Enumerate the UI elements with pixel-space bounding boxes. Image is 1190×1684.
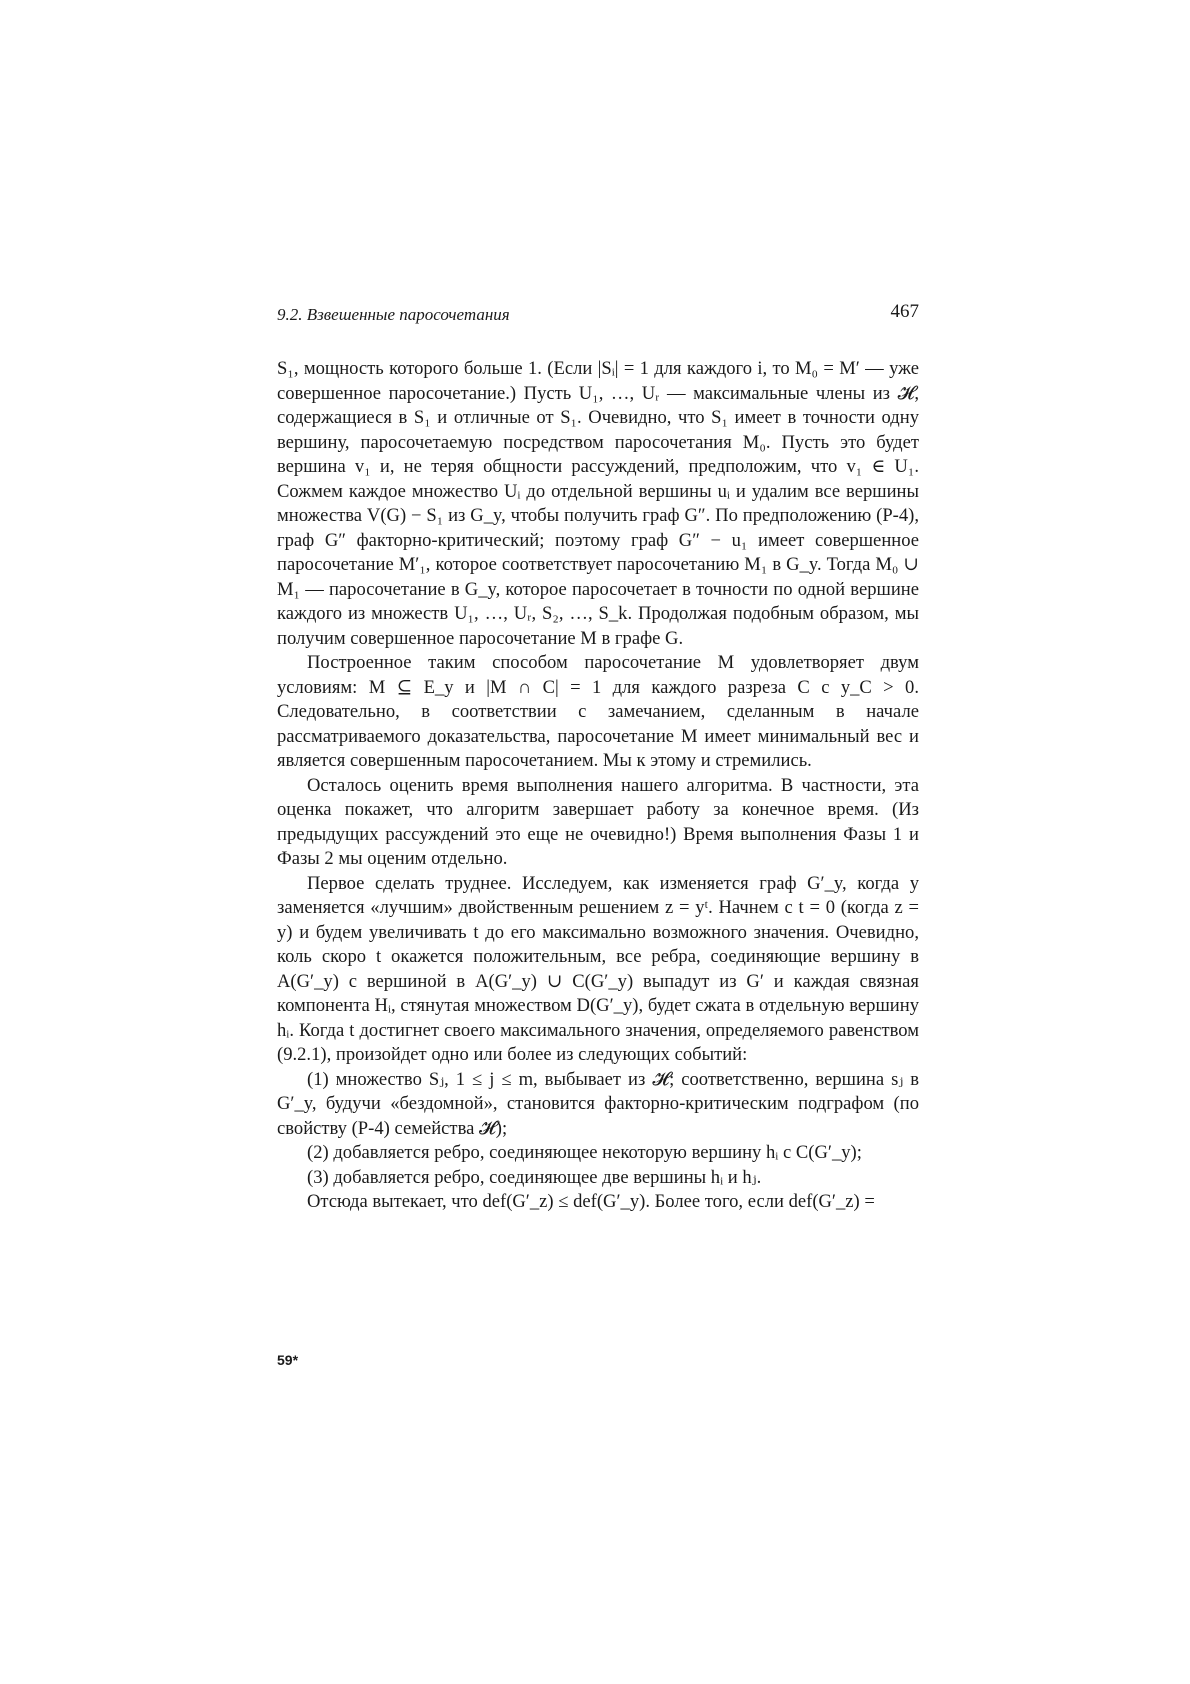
paragraph-3: Осталось оценить время выполнения нашего алгоритма. В частности, эта оценка покажет, что алгоритм завершает работу за конечное время. (Из предыдущих рассуждений это еще не очевидно!) Время выполнения Фазы 1 и Фазы 2 мы оценим отдельно. xyxy=(277,774,919,869)
signature-mark: 59* xyxy=(277,1352,299,1368)
list-item-1: (1) множество Sⱼ, 1 ≤ j ≤ m, выбывает из 𝓗; соответственно, вершина sⱼ в G′_y, будучи «бездомной», становится факторно-критическим подграфом (по свойству (P-4) семейства 𝓗); xyxy=(277,1068,919,1139)
section-title: 9.2. Взвешенные паросочетания xyxy=(277,305,510,324)
list-item-3: (3) добавляется ребро, соединяющее две вершины hᵢ и hⱼ. xyxy=(307,1166,762,1188)
body-text xyxy=(277,357,919,1215)
paragraph-4: Первое сделать труднее. Исследуем, как изменяется граф G′_y, когда y заменяется «лучшим» двойственным решением z = yᵗ. Начнем с t = 0 (когда z = y) и будем увеличивать t до его максимально возможного значения. Очевидно, коль скоро t окажется положительным, все ребра, соединяющие вершину в A(G′_y) с вершиной в A(G′_y) ∪ C(G′_y) выпадут из G′ и каждая связная компонента Hᵢ, стянутая множеством D(G′_y), будет сжата в отдельную вершину hᵢ. Когда t достигнет своего максимального значения, определяемого равенством (9.2.1), произойдет одно или более из следующих событий: xyxy=(277,872,919,1065)
running-header xyxy=(277,299,919,329)
paragraph-1: S₁, мощность которого больше 1. (Если |Sᵢ| = 1 для каждого i, то M₀ = M′ — уже совершенное паросочетание.) Пусть U₁, …, Uᵣ — максимальные члены из 𝓗, содержащиеся в S₁ и отличные от S₁. Очевидно, что S₁ имеет в точности одну вершину, паросочетаемую посредством паросочетания M₀. Пусть это будет вершина v₁ и, не теряя общности рассуждений, предположим, что v₁ ∈ U₁. Сожмем каждое множество Uᵢ до отдельной вершины uᵢ и удалим все вершины множества V(G) − S₁ из G_y, чтобы получить граф G″. По предположению (P-4), граф G″ факторно-критический; поэтому граф G″ − u₁ имеет совершенное паросочетание M′₁, которое соответствует паросочетанию M₁ в G_y. Тогда M₀ ∪ M₁ — паросочетание в G_y, которое паросочетает в точности по одной вершине каждого из множеств U₁, …, Uᵣ, S₂, …, S_k. Продолжая подобным образом, мы получим совершенное паросочетание M в графе G. xyxy=(277,358,919,649)
list-item-2: (2) добавляется ребро, соединяющее некоторую вершину hᵢ с C(G′_y); xyxy=(307,1142,862,1163)
paragraph-2: Построенное таким способом паросочетание M удовлетворяет двум условиям: M ⊆ E_y и |M ∩ C| = 1 для каждого разреза C с y_C > 0. Следовательно, в соответствии с замечанием, сделанным в начале рассматриваемого доказательства, паросочетание M имеет минимальный вес и является совершенным паросочетанием. Мы к этому и стремились. xyxy=(277,652,919,771)
page-number: 467 xyxy=(890,301,919,322)
page-content xyxy=(277,357,919,1215)
paragraph-5: Отсюда вытекает, что def(G′_z) ≤ def(G′_y). Более того, если def(G′_z) = xyxy=(307,1191,875,1212)
